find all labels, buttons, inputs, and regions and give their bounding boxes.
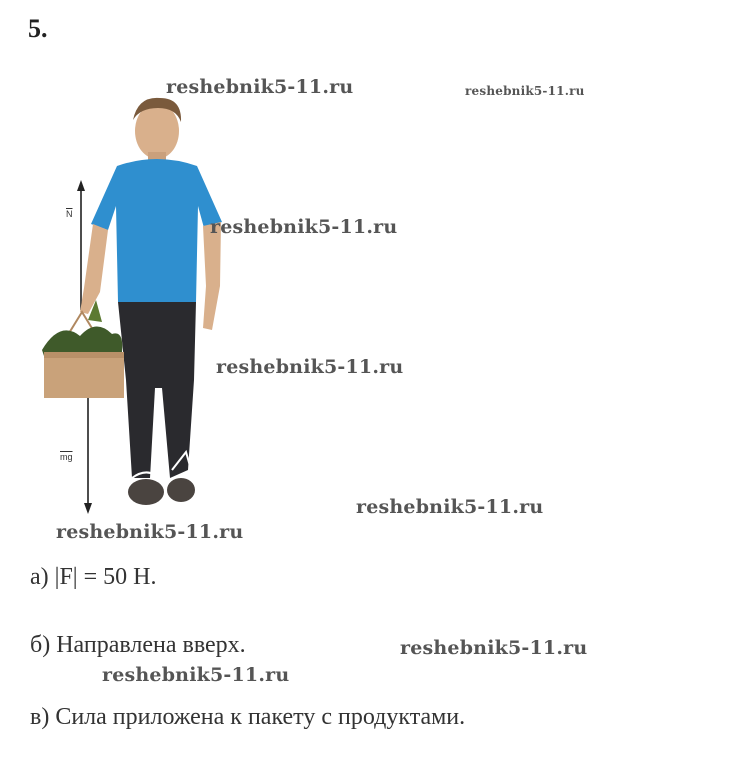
- answer-c: в) Сила приложена к пакету с продуктами.: [30, 704, 466, 730]
- problem-number: 5.: [28, 14, 48, 43]
- answer-b: б) Направлена вверх.: [30, 632, 246, 658]
- gravity-force-label: $\overline{mg}$: [60, 452, 73, 462]
- grocery-bag: [42, 300, 124, 398]
- man-shirt: [91, 159, 222, 302]
- watermark: reshebnik5-11.ru: [356, 496, 544, 518]
- watermark: reshebnik5-11.ru: [216, 356, 404, 378]
- normal-force-label: $\overline{N}$: [66, 209, 73, 219]
- watermark: reshebnik5-11.ru: [465, 84, 585, 98]
- watermark: reshebnik5-11.ru: [56, 521, 244, 543]
- answer-a: а) |F| = 50 Н.: [30, 564, 157, 590]
- watermark: reshebnik5-11.ru: [400, 637, 588, 659]
- watermark: reshebnik5-11.ru: [210, 216, 398, 238]
- watermark: reshebnik5-11.ru: [166, 76, 354, 98]
- watermark: reshebnik5-11.ru: [102, 664, 290, 686]
- man-head: [133, 98, 181, 166]
- man-pants: [118, 302, 196, 478]
